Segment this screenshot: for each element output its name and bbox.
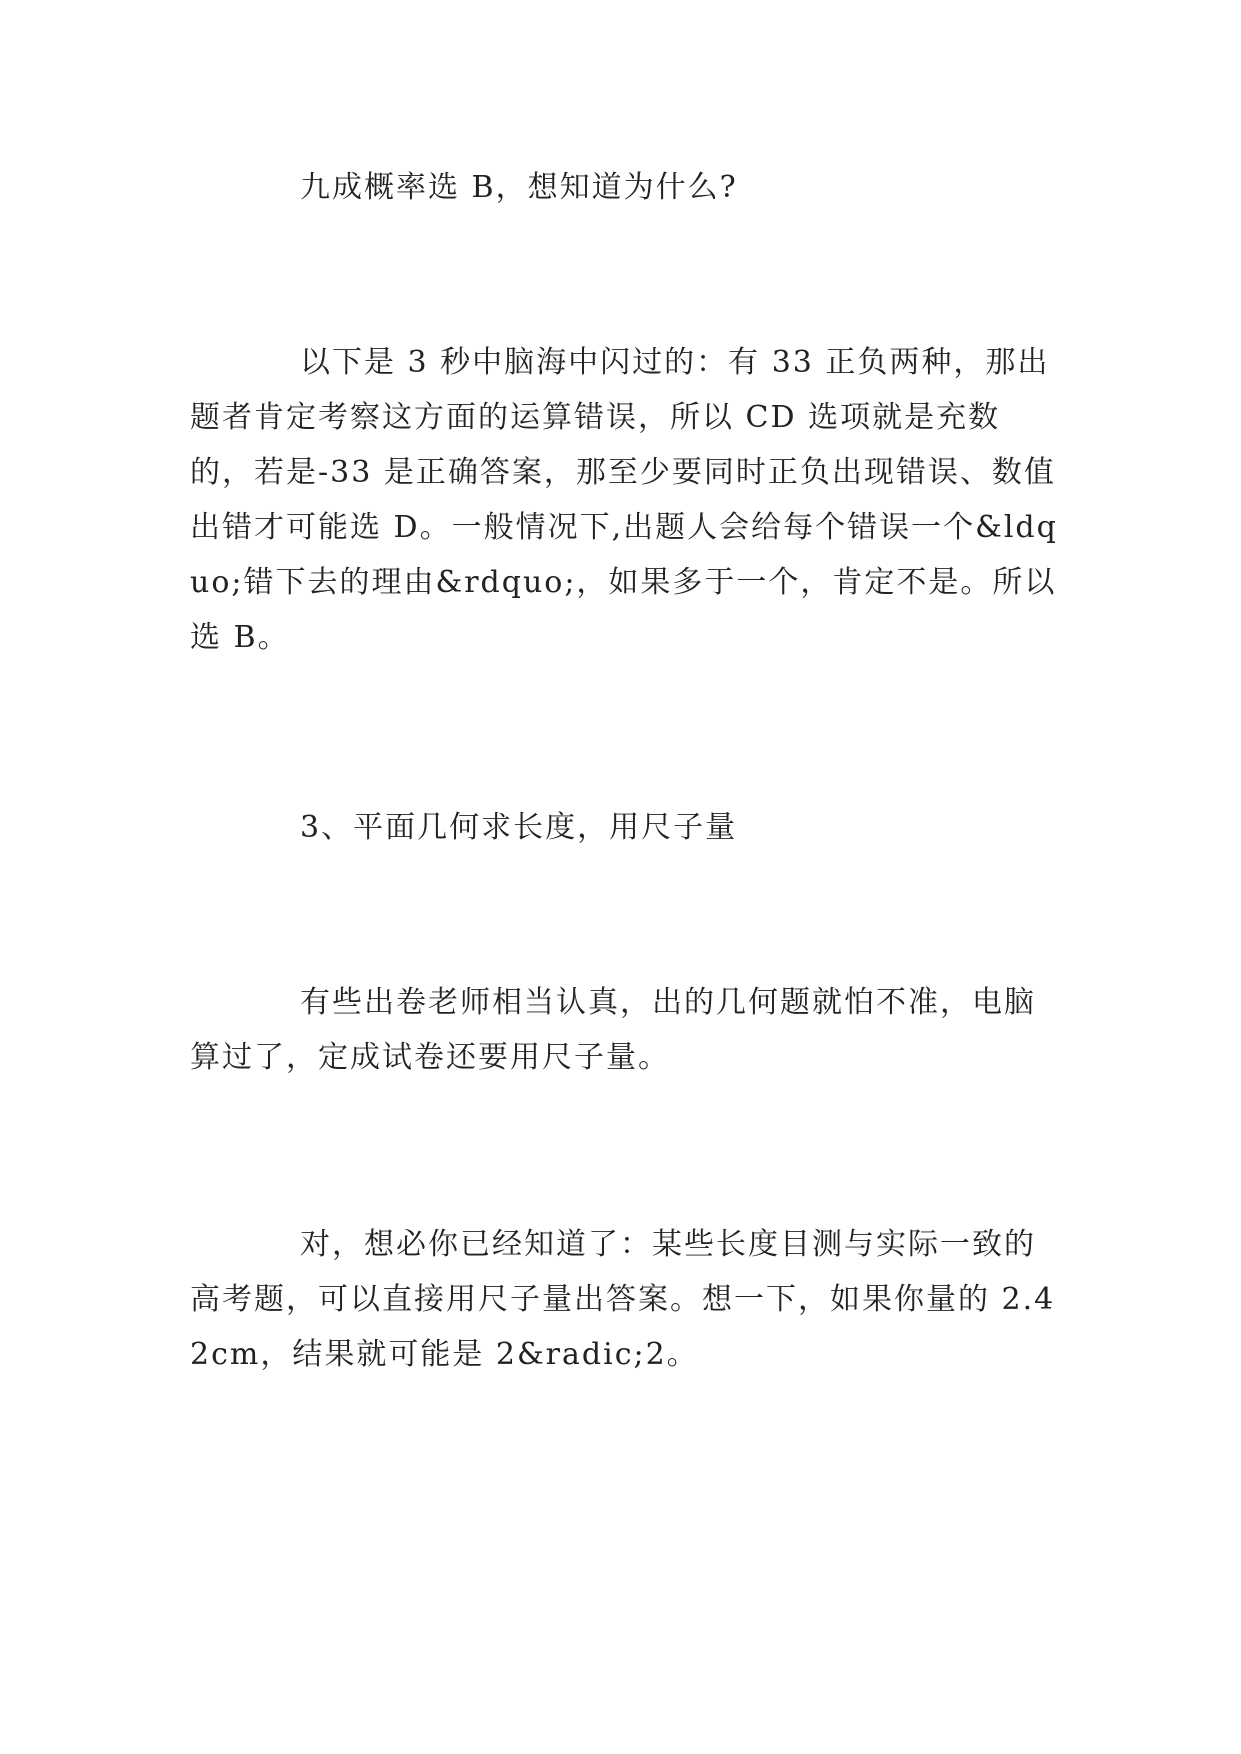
paragraph-intro: 有些出卷老师相当认真，出的几何题就怕不准，电脑算过了，定成试卷还要用尺子量。 — [190, 985, 1036, 1075]
paragraph-question: 九成概率选 B，想知道为什么? — [300, 170, 738, 205]
paragraph-example: 对，想必你已经知道了：某些长度目测与实际一致的高考题，可以直接用尺子量出答案。想一下，如果你量的 2.42cm，结果就可能是 2&radic;2。 — [190, 1227, 1056, 1372]
paragraph-explanation: 以下是 3 秒中脑海中闪过的：有 33 正负两种，那出题者肯定考察这方面的运算错误，所以 CD 选项就是充数的，若是-33 是正确答案，那至少要同时正负出现错误、数值出错才可能选 D。一般情况下,出题人会给每个错误一个&ldquo;错下去的理由&rdquo;，如果多于一个，肯定不是。所以选 B。 — [190, 345, 1058, 655]
section-heading: 3、平面几何求长度，用尺子量 — [300, 810, 738, 845]
